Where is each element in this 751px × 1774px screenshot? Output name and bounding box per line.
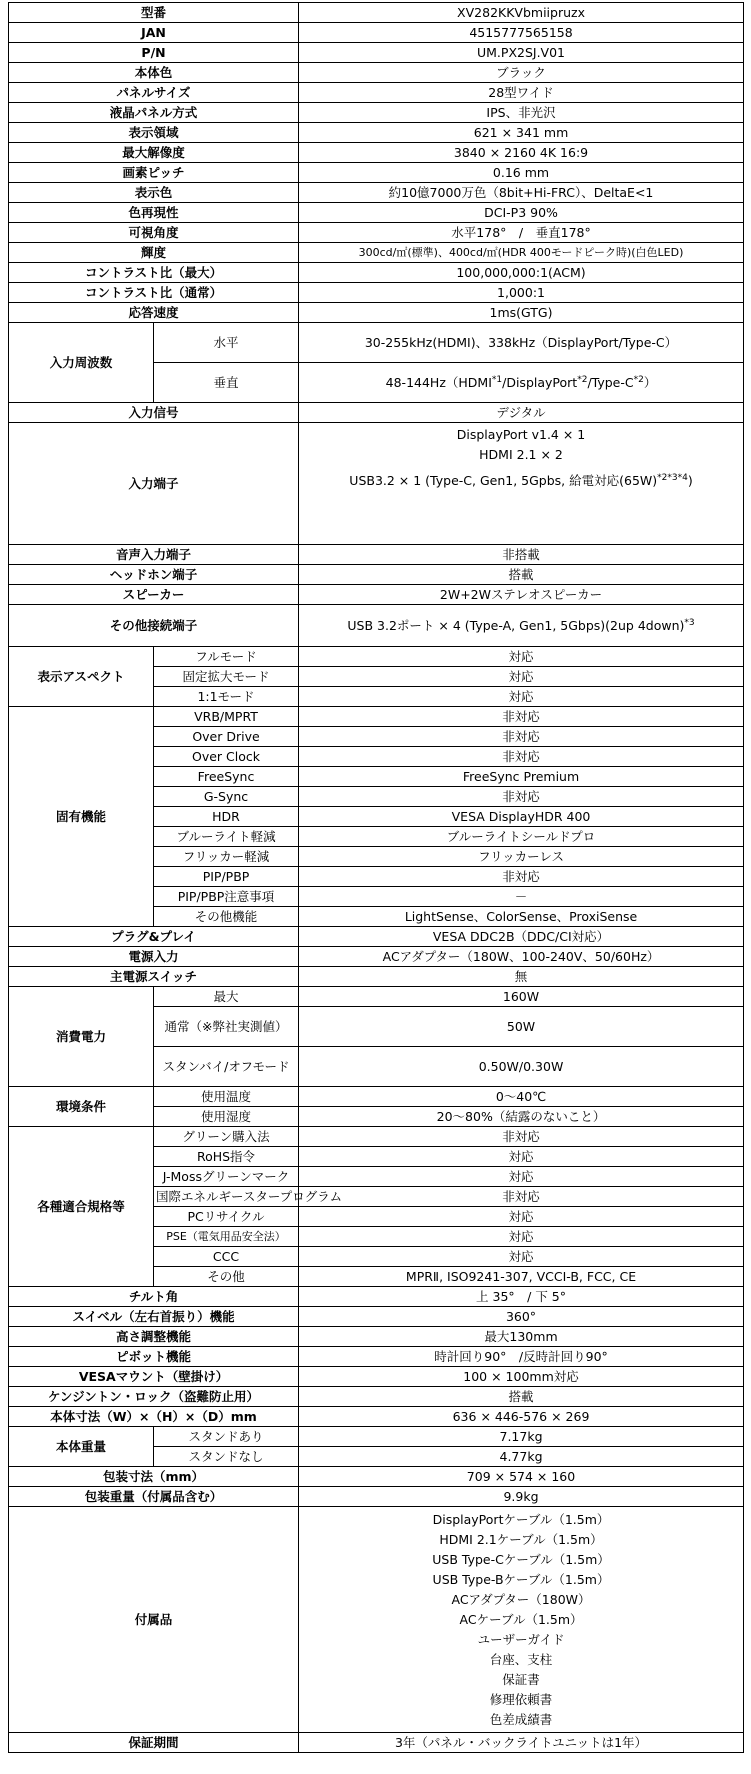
input-freq-h-label: 水平 (154, 323, 299, 363)
accessory-item: DisplayPortケーブル（1.5m） (432, 1511, 610, 1527)
other-ports-text: USB 3.2ポート × 4 (Type-A, Gen1, 5Gbps)(2up 4down) (347, 617, 685, 633)
input-freq-h-value: 30-255kHz(HDMI)、338kHz（DisplayPort/Type-C） (299, 323, 744, 363)
spec-table (8, 2, 744, 1753)
pivot-label: ピボット機能 (9, 1347, 299, 1367)
contrast-max-value: 100,000,000:1(ACM) (299, 263, 744, 283)
speaker-value: 2W+2Wステレオスピーカー (299, 585, 744, 605)
contrast-typ-label: コントラスト比（通常） (9, 283, 299, 303)
aspect-item-value: 対応 (299, 667, 744, 687)
weight-with-label: スタンドあり (154, 1427, 299, 1447)
feature-item-label: VRB/MPRT (154, 707, 299, 727)
headphone-value: 搭載 (299, 565, 744, 585)
standard-item-value: MPRⅡ, ISO9241-307, VCCI-B, FCC, CE (299, 1267, 744, 1287)
feature-item-value: フリッカーレス (299, 847, 744, 867)
env-hum-value: 20～80%（結露のないこと） (299, 1107, 744, 1127)
row-warranty (9, 1733, 744, 1753)
package-weight-value: 9.9kg (299, 1487, 744, 1507)
standard-item-value: 非対応 (299, 1127, 744, 1147)
kensington-value: 搭載 (299, 1387, 744, 1407)
power-standby-value: 0.50W/0.30W (299, 1047, 744, 1087)
input-freq-v-value (299, 363, 744, 403)
row-vesa (9, 1367, 744, 1387)
row-panel-size (9, 83, 744, 103)
gamut-value: DCI-P3 90% (299, 203, 744, 223)
standard-item-label: 国際エネルギースタープログラム (154, 1187, 299, 1207)
standards-label: 各種適合規格等 (9, 1127, 154, 1287)
row-colors (9, 183, 744, 203)
row-brightness (9, 243, 744, 263)
panel-size-label: パネルサイズ (9, 83, 299, 103)
colors-label: 表示色 (9, 183, 299, 203)
power-input-value: ACアダプター（180W、100-240V、50/60Hz） (299, 947, 744, 967)
row-aspect-1 (9, 647, 744, 667)
pn-value: UM.PX2SJ.V01 (299, 43, 744, 63)
power-max-value: 160W (299, 987, 744, 1007)
standard-item-label: CCC (154, 1247, 299, 1267)
plug-play-value: VESA DDC2B（DDC/CI対応） (299, 927, 744, 947)
color-label: 本体色 (9, 63, 299, 83)
standard-item-label: グリーン購入法 (154, 1127, 299, 1147)
input-freq-v-label: 垂直 (154, 363, 299, 403)
feature-item-value: 非対応 (299, 747, 744, 767)
main-switch-label: 主電源スイッチ (9, 967, 299, 987)
power-max-label: 最大 (154, 987, 299, 1007)
weight-with-value: 7.17kg (299, 1427, 744, 1447)
feature-item-value: － (299, 887, 744, 907)
standard-item-value: 対応 (299, 1167, 744, 1187)
input-signal-label: 入力信号 (9, 403, 299, 423)
feature-item-label: PIP/PBP (154, 867, 299, 887)
row-pn (9, 43, 744, 63)
row-kensington (9, 1387, 744, 1407)
aspect-item-label: フルモード (154, 647, 299, 667)
row-dimensions (9, 1407, 744, 1427)
row-power-input (9, 947, 744, 967)
pn-label: P/N (9, 43, 299, 63)
aspect-item-value: 対応 (299, 687, 744, 707)
max-res-label: 最大解像度 (9, 143, 299, 163)
row-package-size (9, 1467, 744, 1487)
input-ports-label: 入力端子 (9, 423, 299, 545)
row-headphone (9, 565, 744, 585)
row-package-weight (9, 1487, 744, 1507)
standard-item-value: 非対応 (299, 1187, 744, 1207)
model-value: XV282KKVbmiipruzx (299, 3, 744, 23)
v-freq-note-1: *1 (491, 374, 503, 385)
feature-item-label: G-Sync (154, 787, 299, 807)
jan-label: JAN (9, 23, 299, 43)
power-typ-label: 通常（※弊社実測値） (154, 1007, 299, 1047)
usbc-note: *2*3*4 (657, 472, 688, 483)
v-freq-text-c: /Type-C (587, 374, 634, 390)
row-standard-1 (9, 1127, 744, 1147)
standard-item-value: 対応 (299, 1147, 744, 1167)
env-hum-label: 使用湿度 (154, 1107, 299, 1127)
v-freq-text-d: ） (643, 374, 657, 390)
row-display-area (9, 123, 744, 143)
dimensions-label: 本体寸法（W）×（H）×（D）mm (9, 1407, 299, 1427)
row-input-signal (9, 403, 744, 423)
row-accessories (9, 1507, 744, 1733)
row-other-ports (9, 605, 744, 647)
weight-without-label: スタンドなし (154, 1447, 299, 1467)
accessory-item: 修理依頼書 (489, 1691, 553, 1707)
row-audio-in (9, 545, 744, 565)
row-contrast-typ (9, 283, 744, 303)
usbc-text-end: ) (687, 473, 693, 488)
panel-size-value: 28型ワイド (299, 83, 744, 103)
accessory-item: ACアダプター（180W） (451, 1591, 591, 1607)
contrast-typ-value: 1,000:1 (299, 283, 744, 303)
contrast-max-label: コントラスト比（最大） (9, 263, 299, 283)
feature-item-label: Over Clock (154, 747, 299, 767)
v-freq-note-2: *2 (577, 374, 588, 385)
feature-item-label: Over Drive (154, 727, 299, 747)
audio-in-label: 音声入力端子 (9, 545, 299, 565)
accessory-item: 保証書 (502, 1671, 540, 1687)
input-signal-value: デジタル (299, 403, 744, 423)
max-res-value: 3840 × 2160 4K 16:9 (299, 143, 744, 163)
row-env-temp (9, 1087, 744, 1107)
power-typ-value: 50W (299, 1007, 744, 1047)
gamut-label: 色再現性 (9, 203, 299, 223)
feature-item-value: 非対応 (299, 867, 744, 887)
weight-without-value: 4.77kg (299, 1447, 744, 1467)
feature-item-label: ブルーライト軽減 (154, 827, 299, 847)
accessory-item: 色差成績書 (489, 1711, 553, 1727)
weight-label: 本体重量 (9, 1427, 154, 1467)
view-angle-value: 水平178° / 垂直178° (299, 223, 744, 243)
accessories-label: 付属品 (9, 1507, 299, 1733)
warranty-value: 3年（パネル・バックライトユニットは1年） (299, 1733, 744, 1753)
headphone-label: ヘッドホン端子 (9, 565, 299, 585)
power-standby-label: スタンバイ/オフモード (154, 1047, 299, 1087)
brightness-label: 輝度 (9, 243, 299, 263)
brightness-value: 300cd/㎡(標準)、400cd/㎡(HDR 400モードピーク時)(白色LED) (299, 243, 744, 263)
standard-item-value: 対応 (299, 1247, 744, 1267)
kensington-label: ケンジントン・ロック（盗難防止用） (9, 1387, 299, 1407)
accessory-item: HDMI 2.1ケーブル（1.5m） (439, 1531, 603, 1547)
env-temp-value: 0～40℃ (299, 1087, 744, 1107)
row-swivel (9, 1307, 744, 1327)
row-color (9, 63, 744, 83)
row-response (9, 303, 744, 323)
standard-item-value: 対応 (299, 1227, 744, 1247)
row-feature-1 (9, 707, 744, 727)
tilt-label: チルト角 (9, 1287, 299, 1307)
v-freq-note-3: *2 (633, 374, 644, 385)
row-tilt (9, 1287, 744, 1307)
speaker-label: スピーカー (9, 585, 299, 605)
row-weight-with (9, 1427, 744, 1447)
aspect-item-value: 対応 (299, 647, 744, 667)
row-power-max (9, 987, 744, 1007)
audio-in-value: 非搭載 (299, 545, 744, 565)
main-switch-value: 無 (299, 967, 744, 987)
accessories-list (299, 1507, 744, 1733)
pitch-value: 0.16 mm (299, 163, 744, 183)
row-max-res (9, 143, 744, 163)
row-speaker (9, 585, 744, 605)
package-size-value: 709 × 574 × 160 (299, 1467, 744, 1487)
package-size-label: 包装寸法（mm） (9, 1467, 299, 1487)
feature-item-value: ブルーライトシールドプロ (299, 827, 744, 847)
feature-item-label: HDR (154, 807, 299, 827)
aspect-item-label: 1:1モード (154, 687, 299, 707)
row-panel-type (9, 103, 744, 123)
standard-item-label: その他 (154, 1267, 299, 1287)
warranty-label: 保証期間 (9, 1733, 299, 1753)
tilt-value: 上 35° / 下 5° (299, 1287, 744, 1307)
height-label: 高さ調整機能 (9, 1327, 299, 1347)
feature-item-value: 非対応 (299, 727, 744, 747)
package-weight-label: 包装重量（付属品含む） (9, 1487, 299, 1507)
view-angle-label: 可視角度 (9, 223, 299, 243)
model-label: 型番 (9, 3, 299, 23)
row-height (9, 1327, 744, 1347)
input-port-usbc (301, 471, 741, 491)
row-main-switch (9, 967, 744, 987)
dimensions-value: 636 × 446-576 × 269 (299, 1407, 744, 1427)
color-value: ブラック (299, 63, 744, 83)
display-area-label: 表示領域 (9, 123, 299, 143)
row-contrast-max (9, 263, 744, 283)
feature-item-label: PIP/PBP注意事項 (154, 887, 299, 907)
row-input-freq-h (9, 323, 744, 363)
v-freq-text-b: /DisplayPort (502, 374, 578, 390)
env-temp-label: 使用温度 (154, 1087, 299, 1107)
swivel-value: 360° (299, 1307, 744, 1327)
feature-item-label: その他機能 (154, 907, 299, 927)
feature-item-label: FreeSync (154, 767, 299, 787)
v-freq-text-a: 48-144Hz（HDMI (385, 374, 492, 390)
jan-value: 4515777565158 (299, 23, 744, 43)
row-pitch (9, 163, 744, 183)
accessory-item: ACケーブル（1.5m） (459, 1611, 583, 1627)
input-freq-label: 入力周波数 (9, 323, 154, 403)
usbc-text: USB3.2 × 1 (Type-C, Gen1, 5Gpbs, 給電対応(65W) (349, 473, 658, 488)
input-port-displayport: DisplayPort v1.4 × 1 (456, 427, 586, 442)
input-ports-value (299, 423, 744, 545)
environment-label: 環境条件 (9, 1087, 154, 1127)
aspect-item-label: 固定拡大モード (154, 667, 299, 687)
other-ports-label: その他接続端子 (9, 605, 299, 647)
other-ports-note: *3 (684, 617, 695, 628)
standard-item-label: RoHS指令 (154, 1147, 299, 1167)
standard-item-label: J-Mossグリーンマーク (154, 1167, 299, 1187)
standard-item-label: PSE（電気用品安全法） (154, 1227, 299, 1247)
panel-type-label: 液晶パネル方式 (9, 103, 299, 123)
accessory-item: USB Type-Bケーブル（1.5m） (432, 1571, 610, 1587)
row-jan (9, 23, 744, 43)
feature-item-value: LightSense、ColorSense、ProxiSense (299, 907, 744, 927)
response-value: 1ms(GTG) (299, 303, 744, 323)
panel-type-value: IPS、非光沢 (299, 103, 744, 123)
colors-value: 約10億7000万色（8bit+Hi-FRC）、DeltaE<1 (299, 183, 744, 203)
response-label: 応答速度 (9, 303, 299, 323)
row-view-angle (9, 223, 744, 243)
row-pivot (9, 1347, 744, 1367)
power-consumption-label: 消費電力 (9, 987, 154, 1087)
aspect-label: 表示アスペクト (9, 647, 154, 707)
row-model (9, 3, 744, 23)
accessory-item: USB Type-Cケーブル（1.5m） (432, 1551, 610, 1567)
row-input-ports (9, 423, 744, 545)
standard-item-label: PCリサイクル (154, 1207, 299, 1227)
feature-item-value: 非対応 (299, 707, 744, 727)
other-ports-value (299, 605, 744, 647)
height-value: 最大130mm (299, 1327, 744, 1347)
feature-item-value: VESA DisplayHDR 400 (299, 807, 744, 827)
standard-item-value: 対応 (299, 1207, 744, 1227)
display-area-value: 621 × 341 mm (299, 123, 744, 143)
feature-item-label: フリッカー軽減 (154, 847, 299, 867)
features-label: 固有機能 (9, 707, 154, 927)
swivel-label: スイベル（左右首振り）機能 (9, 1307, 299, 1327)
power-input-label: 電源入力 (9, 947, 299, 967)
feature-item-value: FreeSync Premium (299, 767, 744, 787)
row-plug-play (9, 927, 744, 947)
plug-play-label: プラグ&プレイ (9, 927, 299, 947)
feature-item-value: 非対応 (299, 787, 744, 807)
accessory-item: ユーザーガイド (477, 1631, 565, 1647)
pivot-value: 時計回り90° /反時計回り90° (299, 1347, 744, 1367)
accessory-item: 台座、支柱 (489, 1651, 553, 1667)
row-gamut (9, 203, 744, 223)
vesa-value: 100 × 100mm対応 (299, 1367, 744, 1387)
pitch-label: 画素ピッチ (9, 163, 299, 183)
vesa-label: VESAマウント（壁掛け） (9, 1367, 299, 1387)
input-port-hdmi: HDMI 2.1 × 2 (479, 447, 563, 462)
